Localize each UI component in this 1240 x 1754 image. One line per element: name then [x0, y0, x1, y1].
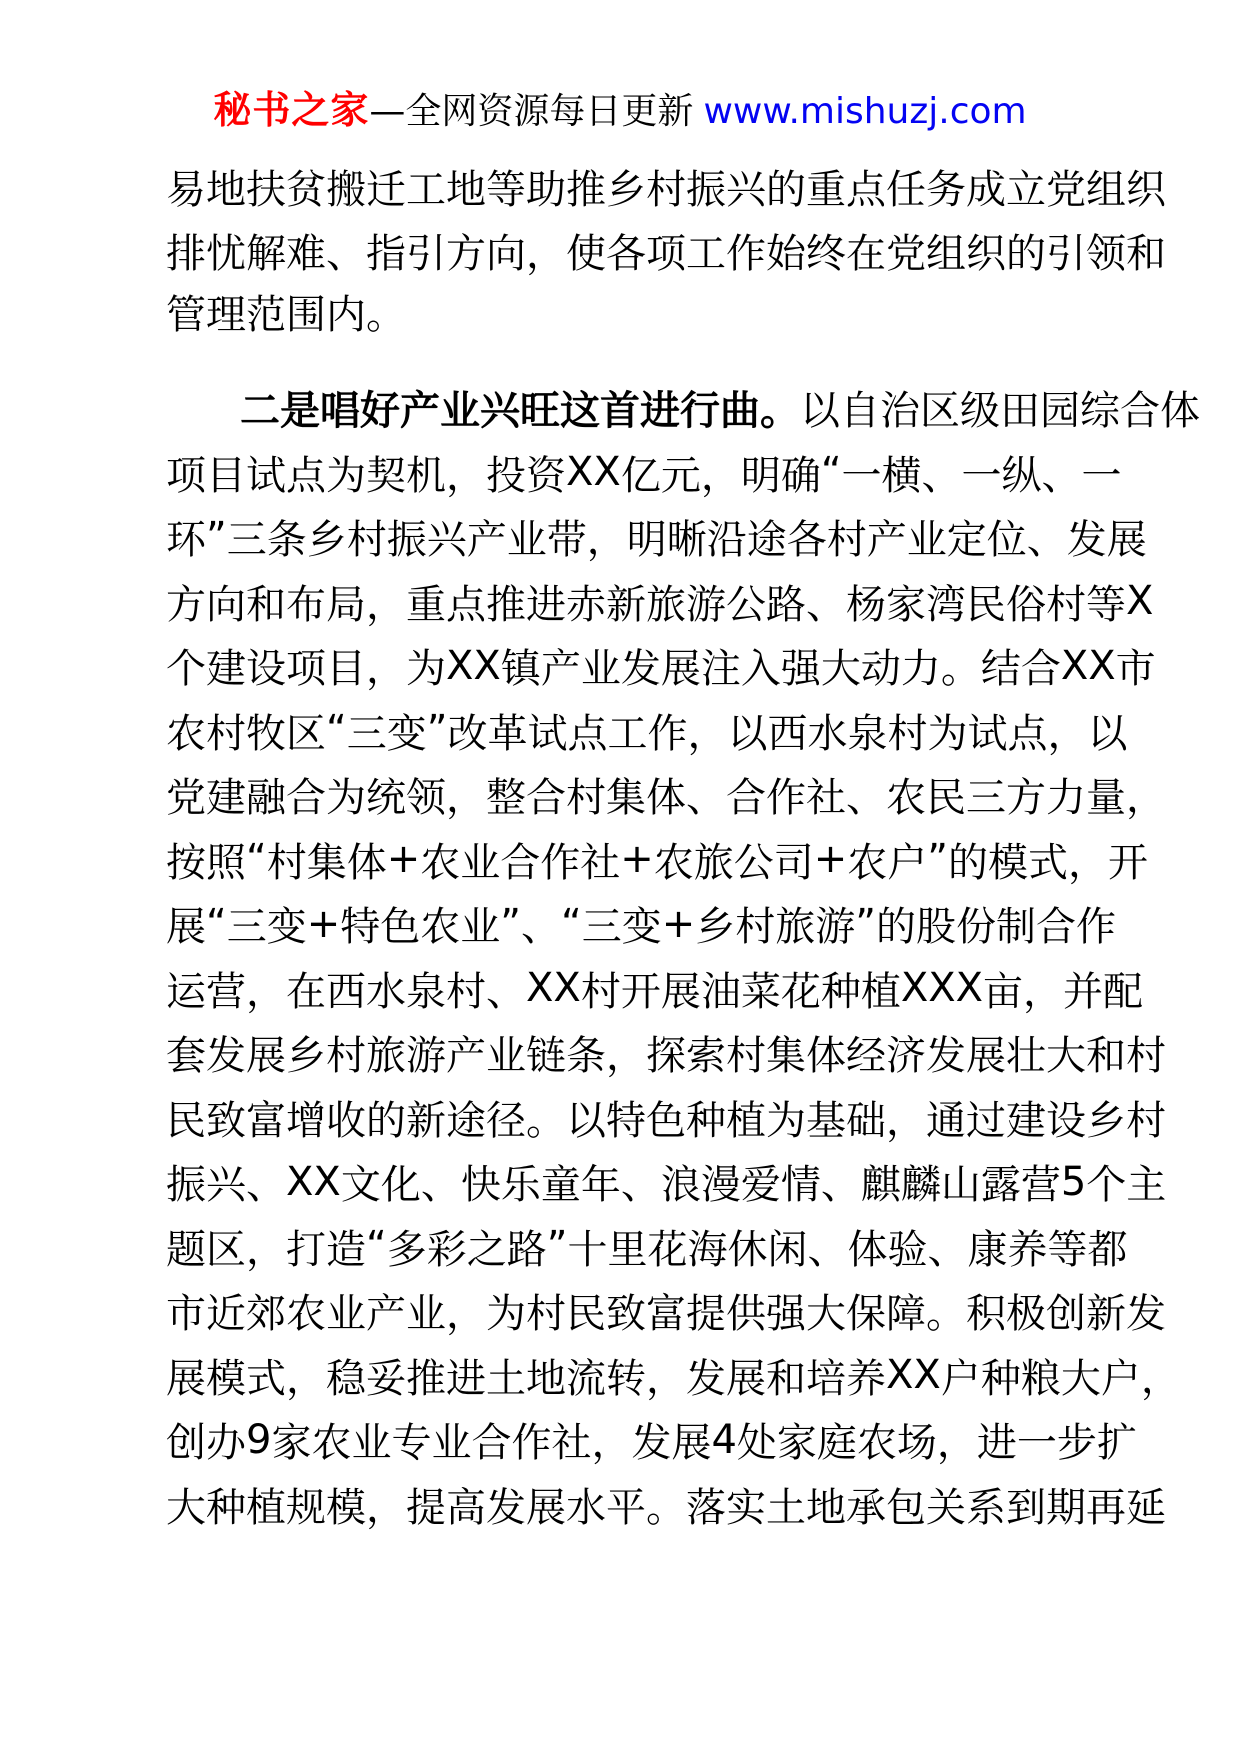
- text-line: 农 村 牧 区 “ 三 变 ” 改 革 试 点 工 作 ， 以 西 水 泉 村 为 试 点 ， 以: [166, 707, 1128, 757]
- text-line: 二 是 唱 好 产 业 兴 旺 这 首 进 行 曲 。 以 自 治 区 级 田 园 综 合 体: [240, 388, 1200, 435]
- paragraph-1: [166, 154, 1166, 348]
- site-brand: 秘书之家: [213, 88, 370, 132]
- text-line: 大 种 植 规 模 ， 提 高 发 展 水 平 。 落 实 土 地 承 包 关 系 到 期 再 延: [166, 1484, 1166, 1531]
- text-line: 排 忧 解 难 、 指 引 方 向 ， 使 各 项 工 作 始 终 在 党 组 织 的 引 领 和: [166, 231, 1166, 278]
- header-tagline: 全网资源每日更新: [405, 91, 694, 132]
- header-dash: —: [369, 91, 406, 132]
- text-line: 方 向 和 布 局 ， 重 点 推 进 赤 新 旅 游 公 路 、 杨 家 湾 民 俗 村 等 X: [166, 578, 1154, 628]
- site-header: [0, 86, 1240, 142]
- text-line: 创 办 9 家 农 业 专 业 合 作 社 ， 发 展 4 处 家 庭 农 场 ， 进 一 步 扩: [166, 1416, 1137, 1467]
- text-line: 易 地 扶 贫 搬 迁 工 地 等 助 推 乡 村 振 兴 的 重 点 任 务 成 立 党 组 织: [166, 166, 1166, 213]
- text-line: 项 目 试 点 为 契 机 ， 投 资 X X 亿 元 ， 明 确 “ 一 横 、 一 纵 、 一: [166, 449, 1122, 499]
- text-line: 振 兴 、 X X 文 化 、 快 乐 童 年 、 浪 漫 爱 情 、 麒 麟 山 露 营 5 个 主: [166, 1158, 1167, 1209]
- text-line: 党 建 融 合 为 统 领 ， 整 合 村 集 体 、 合 作 社 、 农 民 三 方 力 量 ，: [166, 775, 1166, 822]
- text-line: 按 照 “ 村 集 体 + 农 业 合 作 社 + 农 旅 公 司 + 农 户 ” 的 模 式 ， 开: [166, 836, 1149, 886]
- site-url-link[interactable]: www.mishuzj.com: [703, 91, 1027, 132]
- text-line: 题 区 ， 打 造 “ 多 彩 之 路 ” 十 里 花 海 休 闲 、 体 验 、 康 养 等 都: [166, 1223, 1128, 1273]
- text-line: 展 模 式 ， 稳 妥 推 进 土 地 流 转 ， 发 展 和 培 养 X X 户 种 粮 大 户 ，: [166, 1352, 1181, 1402]
- text-line: 市 近 郊 农 业 产 业 ， 为 村 民 致 富 提 供 强 大 保 障 。 积 极 创 新 发: [166, 1291, 1166, 1338]
- text-line: 管理范围内。: [166, 292, 406, 338]
- paragraph-2: [166, 376, 1200, 1537]
- text-line: 个 建 设 项 目 ， 为 X X 镇 产 业 发 展 注 入 强 大 动 力 。 结 合 X X 市: [166, 642, 1156, 693]
- text-line: 环 ” 三 条 乡 村 振 兴 产 业 带 ， 明 晰 沿 途 各 村 产 业 定 位 、 发 展: [166, 513, 1147, 564]
- text-line: 运 营 ， 在 西 水 泉 村 、 X X 村 开 展 油 菜 花 种 植 X X X 亩 ， 并 配: [166, 965, 1144, 1015]
- text-line: 套 发 展 乡 村 旅 游 产 业 链 条 ， 探 索 村 集 体 经 济 发 展 壮 大 和 村: [166, 1033, 1166, 1080]
- document-body: [166, 154, 1200, 1537]
- text-line: 民 致 富 增 收 的 新 途 径 。 以 特 色 种 植 为 基 础 ， 通 过 建 设 乡 村: [166, 1097, 1166, 1144]
- text-line: 展 “ 三 变 + 特 色 农 业 ” 、 “ 三 变 + 乡 村 旅 游 ” 的 股 份 制 合 作: [166, 900, 1116, 951]
